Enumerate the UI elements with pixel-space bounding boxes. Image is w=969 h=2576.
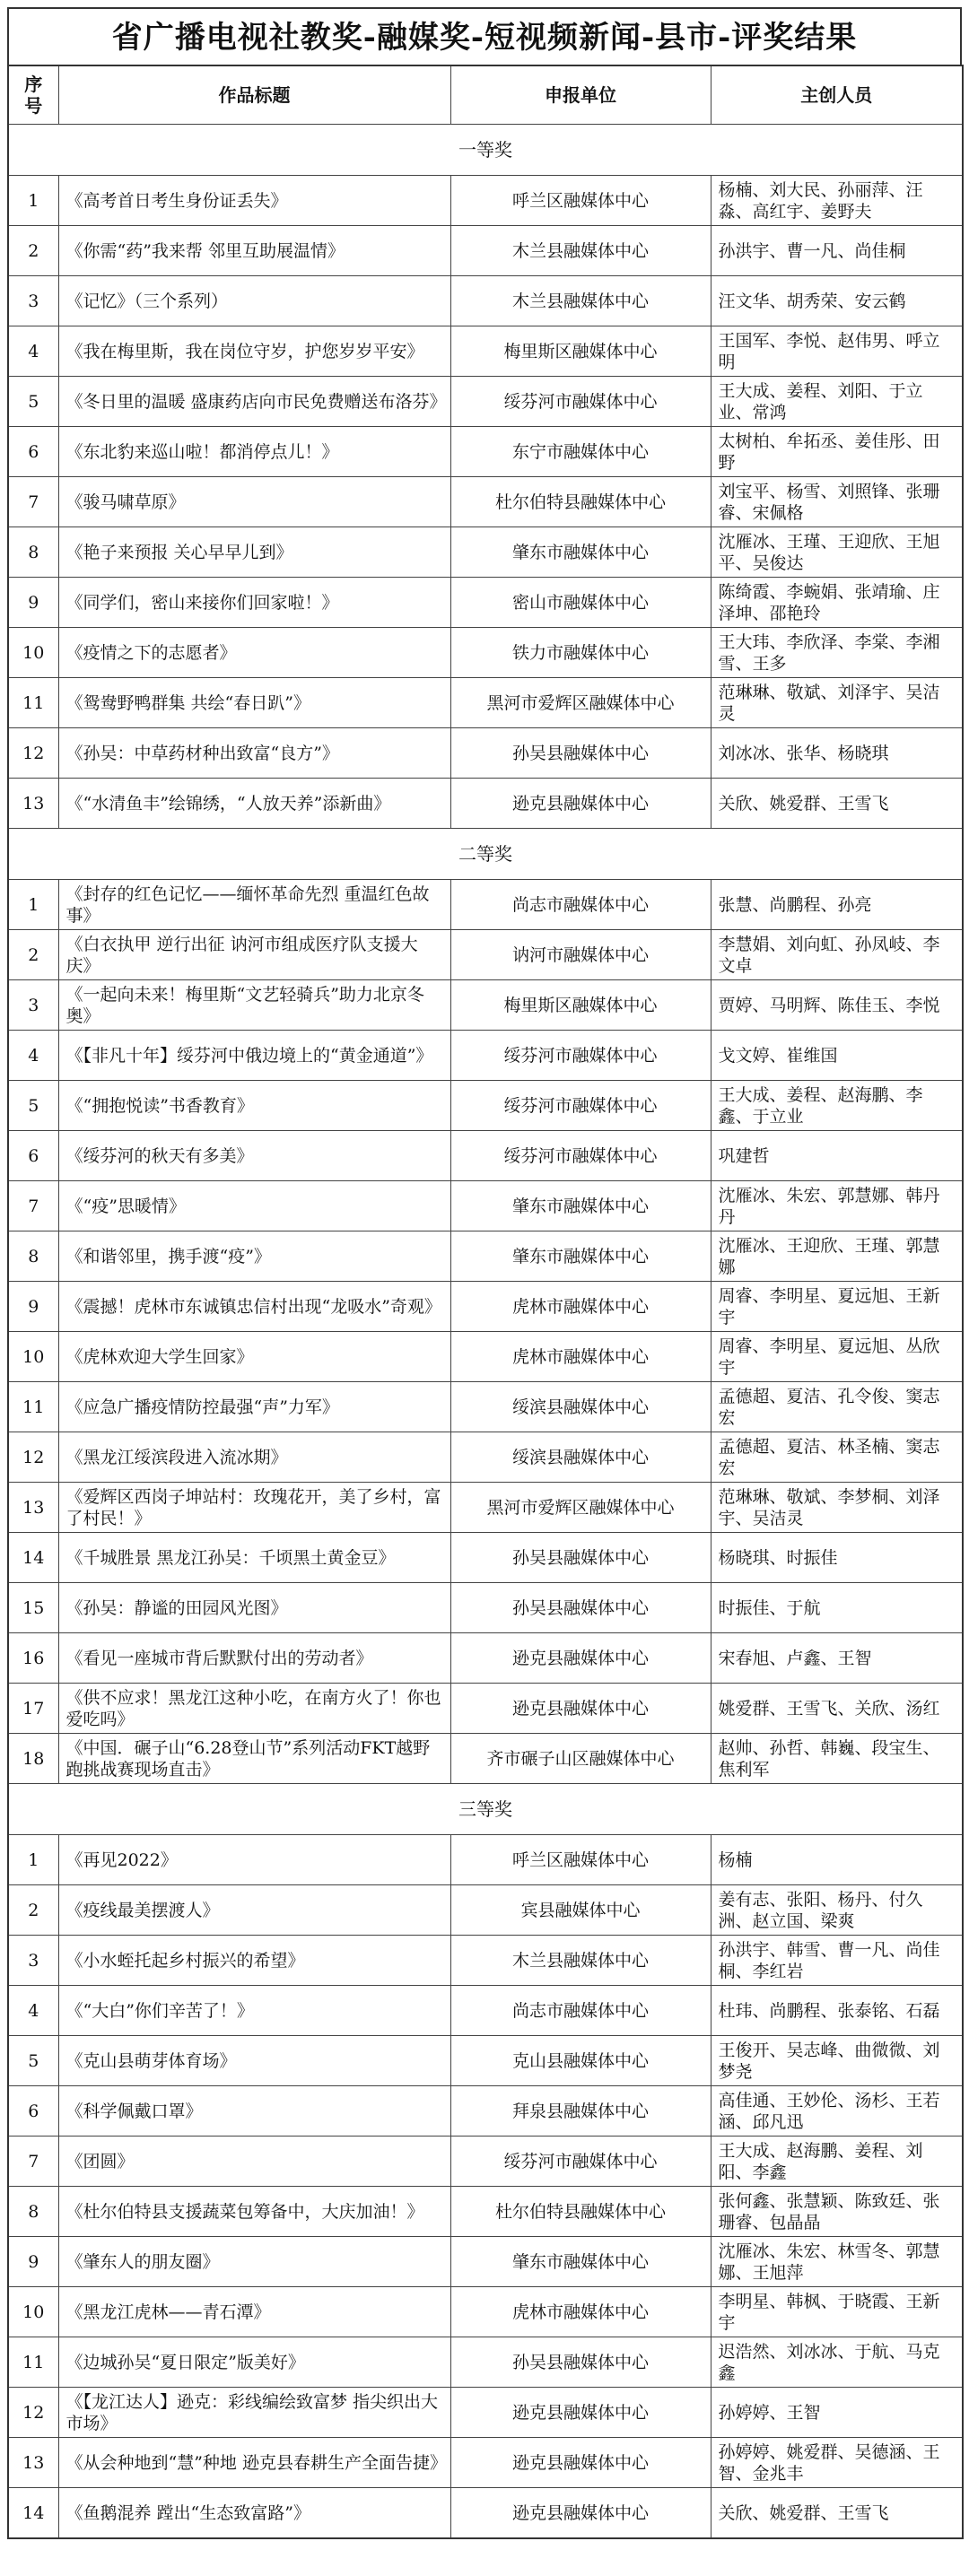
cell-title: 《一起向未来！梅里斯“文艺轻骑兵”助力北京冬奥》: [58, 980, 450, 1031]
cell-no: 13: [8, 2438, 58, 2488]
cell-no: 13: [8, 779, 58, 829]
cell-people: 王俊开、吴志峰、曲微微、刘梦尧: [711, 2036, 963, 2086]
cell-no: 3: [8, 980, 58, 1031]
cell-title: 《科学佩戴口罩》: [58, 2086, 450, 2137]
cell-people: 周睿、李明星、夏远旭、王新宇: [711, 1282, 963, 1332]
cell-title: 《“大白”你们辛苦了！》: [58, 1986, 450, 2036]
cell-people: 刘宝平、杨雪、刘照锋、张珊睿、宋佩格: [711, 477, 963, 527]
cell-unit: 木兰县融媒体中心: [450, 276, 711, 326]
cell-people: 汪文华、胡秀荣、安云鹤: [711, 276, 963, 326]
cell-unit: 绥芬河市融媒体中心: [450, 2137, 711, 2187]
cell-no: 3: [8, 276, 58, 326]
cell-title: 《“水清鱼丰”绘锦绣，“人放天养”添新曲》: [58, 779, 450, 829]
cell-no: 2: [8, 930, 58, 980]
cell-no: 17: [8, 1684, 58, 1734]
table-row: [8, 2388, 963, 2438]
cell-people: 范琳琳、敬斌、刘泽宇、吴洁灵: [711, 678, 963, 728]
cell-no: 9: [8, 1282, 58, 1332]
cell-no: 12: [8, 2388, 58, 2438]
section-title: 一等奖: [8, 125, 963, 176]
cell-title: 《克山县萌芽体育场》: [58, 2036, 450, 2086]
cell-people: 王大成、姜程、刘阳、于立业、常鸿: [711, 377, 963, 427]
cell-people: 赵帅、孙哲、韩巍、段宝生、焦利军: [711, 1734, 963, 1784]
cell-unit: 黑河市爱辉区融媒体中心: [450, 678, 711, 728]
cell-no: 7: [8, 2137, 58, 2187]
cell-title: 《【龙江达人】逊克：彩线编绘致富梦 指尖织出大市场》: [58, 2388, 450, 2438]
cell-unit: 逊克县融媒体中心: [450, 2388, 711, 2438]
section-title: 二等奖: [8, 829, 963, 880]
cell-unit: 铁力市融媒体中心: [450, 628, 711, 678]
table-row: [8, 880, 963, 930]
cell-unit: 肇东市融媒体中心: [450, 527, 711, 578]
cell-title: 《【非凡十年】绥芬河中俄边境上的“黄金通道”》: [58, 1031, 450, 1081]
cell-people: 范琳琳、敬斌、李梦桐、刘泽宇、吴洁灵: [711, 1483, 963, 1533]
cell-no: 5: [8, 1081, 58, 1131]
cell-title: 《边城孙吴“夏日限定”版美好》: [58, 2337, 450, 2388]
table-row: [8, 678, 963, 728]
table-row: [8, 1633, 963, 1684]
cell-no: 5: [8, 2036, 58, 2086]
cell-no: 11: [8, 2337, 58, 2388]
table-row: [8, 326, 963, 377]
cell-title: 《千城胜景 黑龙江孙吴：千顷黑土黄金豆》: [58, 1533, 450, 1583]
cell-people: 姜有志、张阳、杨丹、付久洲、赵立国、梁爽: [711, 1885, 963, 1936]
cell-title: 《中国．碾子山“6.28登山节”系列活动FKT越野跑挑战赛现场直击》: [58, 1734, 450, 1784]
table-row: [8, 2237, 963, 2287]
cell-title: 《杜尔伯特县支援蔬菜包筹备中，大庆加油！》: [58, 2187, 450, 2237]
cell-no: 4: [8, 1986, 58, 2036]
table-row: [8, 2337, 963, 2388]
cell-title: 《孙吴：中草药材种出致富“良方”》: [58, 728, 450, 779]
cell-no: 8: [8, 527, 58, 578]
table-row: [8, 578, 963, 628]
results-sheet: [7, 7, 962, 2539]
cell-unit: 逊克县融媒体中心: [450, 1633, 711, 1684]
cell-unit: 拜泉县融媒体中心: [450, 2086, 711, 2137]
cell-title: 《黑龙江虎林——青石潭》: [58, 2287, 450, 2337]
cell-unit: 东宁市融媒体中心: [450, 427, 711, 477]
section-row: [8, 1784, 963, 1835]
cell-title: 《鸳鸯野鸭群集 共绘“春日趴”》: [58, 678, 450, 728]
table-row: [8, 2187, 963, 2237]
table-row: [8, 2036, 963, 2086]
cell-unit: 绥滨县融媒体中心: [450, 1382, 711, 1432]
cell-unit: 尚志市融媒体中心: [450, 880, 711, 930]
cell-people: 王大成、姜程、赵海鹏、李鑫、于立业: [711, 1081, 963, 1131]
cell-people: 巩建哲: [711, 1131, 963, 1181]
table-row: [8, 1432, 963, 1483]
cell-unit: 逊克县融媒体中心: [450, 2438, 711, 2488]
cell-unit: 逊克县融媒体中心: [450, 1684, 711, 1734]
cell-no: 9: [8, 578, 58, 628]
cell-unit: 讷河市融媒体中心: [450, 930, 711, 980]
cell-unit: 齐市碾子山区融媒体中心: [450, 1734, 711, 1784]
section-row: [8, 829, 963, 880]
cell-no: 10: [8, 628, 58, 678]
cell-no: 4: [8, 1031, 58, 1081]
cell-no: 14: [8, 1533, 58, 1583]
cell-unit: 克山县融媒体中心: [450, 2036, 711, 2086]
cell-title: 《“拥抱悦读”书香教育》: [58, 1081, 450, 1131]
cell-unit: 梅里斯区融媒体中心: [450, 980, 711, 1031]
table-row: [8, 377, 963, 427]
cell-title: 《疫情之下的志愿者》: [58, 628, 450, 678]
cell-unit: 杜尔伯特县融媒体中心: [450, 477, 711, 527]
cell-no: 11: [8, 678, 58, 728]
cell-unit: 逊克县融媒体中心: [450, 2488, 711, 2539]
cell-no: 1: [8, 1835, 58, 1885]
cell-title: 《疫线最美摆渡人》: [58, 1885, 450, 1936]
cell-unit: 绥滨县融媒体中心: [450, 1432, 711, 1483]
cell-no: 2: [8, 226, 58, 276]
cell-title: 《爱辉区西岗子坤站村：玫瑰花开，美了乡村，富了村民！》: [58, 1483, 450, 1533]
cell-unit: 虎林市融媒体中心: [450, 1332, 711, 1382]
table-row: [8, 1131, 963, 1181]
cell-people: 孙洪宇、韩雪、曹一凡、尚佳桐、李红岩: [711, 1936, 963, 1986]
table-row: [8, 527, 963, 578]
section-row: [8, 125, 963, 176]
table-row: [8, 1332, 963, 1382]
table-row: [8, 2488, 963, 2539]
cell-no: 2: [8, 1885, 58, 1936]
cell-title: 《骏马啸草原》: [58, 477, 450, 527]
table-row: [8, 1734, 963, 1784]
cell-no: 8: [8, 2187, 58, 2237]
table-row: [8, 728, 963, 779]
cell-people: 孙洪宇、曹一凡、尚佳桐: [711, 226, 963, 276]
cell-title: 《肇东人的朋友圈》: [58, 2237, 450, 2287]
cell-title: 《白衣执甲 逆行出征 讷河市组成医疗队支援大庆》: [58, 930, 450, 980]
cell-no: 6: [8, 1131, 58, 1181]
cell-no: 7: [8, 1181, 58, 1231]
table-row: [8, 1282, 963, 1332]
cell-title: 《你需“药”我来帮 邻里互助展温情》: [58, 226, 450, 276]
cell-title: 《艳子来预报 关心早早儿到》: [58, 527, 450, 578]
section-title: 三等奖: [8, 1784, 963, 1835]
table-row: [8, 2137, 963, 2187]
cell-no: 10: [8, 2287, 58, 2337]
cell-title: 《我在梅里斯，我在岗位守岁，护您岁岁平安》: [58, 326, 450, 377]
cell-people: 杜玮、尚鹏程、张泰铭、石磊: [711, 1986, 963, 2036]
table-row: [8, 1986, 963, 2036]
cell-people: 杨楠: [711, 1835, 963, 1885]
cell-unit: 绥芬河市融媒体中心: [450, 1131, 711, 1181]
table-row: [8, 276, 963, 326]
cell-unit: 孙吴县融媒体中心: [450, 728, 711, 779]
header-no: 序号: [8, 65, 58, 125]
table-row: [8, 1936, 963, 1986]
cell-unit: 木兰县融媒体中心: [450, 1936, 711, 1986]
cell-no: 8: [8, 1231, 58, 1282]
cell-no: 1: [8, 176, 58, 226]
results-table: [7, 65, 964, 2539]
cell-people: 王国军、李悦、赵伟男、呼立明: [711, 326, 963, 377]
cell-unit: 呼兰区融媒体中心: [450, 176, 711, 226]
header-unit: 申报单位: [450, 65, 711, 125]
cell-no: 7: [8, 477, 58, 527]
cell-no: 18: [8, 1734, 58, 1784]
cell-unit: 肇东市融媒体中心: [450, 2237, 711, 2287]
cell-people: 孟德超、夏洁、林圣楠、窦志宏: [711, 1432, 963, 1483]
cell-people: 迟浩然、刘冰冰、于航、马克鑫: [711, 2337, 963, 2388]
cell-unit: 绥芬河市融媒体中心: [450, 1081, 711, 1131]
cell-title: 《冬日里的温暖 盛康药店向市民免费赠送布洛芬》: [58, 377, 450, 427]
cell-title: 《再见2022》: [58, 1835, 450, 1885]
table-row: [8, 1533, 963, 1583]
cell-title: 《高考首日考生身份证丢失》: [58, 176, 450, 226]
cell-title: 《东北豹来巡山啦！都消停点儿！》: [58, 427, 450, 477]
table-row: [8, 1081, 963, 1131]
table-row: [8, 226, 963, 276]
cell-people: 孙婷婷、王智: [711, 2388, 963, 2438]
table-row: [8, 779, 963, 829]
cell-unit: 肇东市融媒体中心: [450, 1181, 711, 1231]
table-row: [8, 1031, 963, 1081]
cell-unit: 绥芬河市融媒体中心: [450, 377, 711, 427]
cell-unit: 黑河市爱辉区融媒体中心: [450, 1483, 711, 1533]
cell-unit: 肇东市融媒体中心: [450, 1231, 711, 1282]
cell-unit: 虎林市融媒体中心: [450, 2287, 711, 2337]
table-row: [8, 1885, 963, 1936]
cell-unit: 密山市融媒体中心: [450, 578, 711, 628]
cell-unit: 杜尔伯特县融媒体中心: [450, 2187, 711, 2237]
table-row: [8, 1231, 963, 1282]
cell-no: 14: [8, 2488, 58, 2539]
cell-title: 《和谐邻里，携手渡“疫”》: [58, 1231, 450, 1282]
cell-people: 孟德超、夏洁、孔令俊、窦志宏: [711, 1382, 963, 1432]
table-row: [8, 1382, 963, 1432]
cell-no: 5: [8, 377, 58, 427]
cell-unit: 尚志市融媒体中心: [450, 1986, 711, 2036]
cell-title: 《从会种地到“慧”种地 逊克县春耕生产全面告捷》: [58, 2438, 450, 2488]
cell-no: 1: [8, 880, 58, 930]
cell-title: 《记忆》（三个系列）: [58, 276, 450, 326]
cell-no: 6: [8, 427, 58, 477]
cell-people: 高佳通、王妙伦、汤杉、王若涵、邱凡迅: [711, 2086, 963, 2137]
table-row: [8, 176, 963, 226]
cell-people: 沈雁冰、朱宏、林雪冬、郭慧娜、王旭萍: [711, 2237, 963, 2287]
cell-title: 《虎林欢迎大学生回家》: [58, 1332, 450, 1382]
cell-people: 沈雁冰、朱宏、郭慧娜、韩丹丹: [711, 1181, 963, 1231]
sheet-title: 省广播电视社教奖-融媒奖-短视频新闻-县市-评奖结果: [7, 7, 962, 65]
cell-people: 李明星、韩枫、于晓霞、王新宇: [711, 2287, 963, 2337]
table-row: [8, 2287, 963, 2337]
cell-title: 《看见一座城市背后默默付出的劳动者》: [58, 1633, 450, 1684]
header-title: 作品标题: [58, 65, 450, 125]
cell-people: 陈绮霞、李蜿娟、张靖瑜、庄泽坤、邵艳玲: [711, 578, 963, 628]
cell-no: 3: [8, 1936, 58, 1986]
table-row: [8, 930, 963, 980]
table-row: [8, 1583, 963, 1633]
cell-unit: 孙吴县融媒体中心: [450, 1533, 711, 1583]
cell-people: 宋春旭、卢鑫、王智: [711, 1633, 963, 1684]
cell-no: 9: [8, 2237, 58, 2287]
cell-people: 杨晓琪、时振佳: [711, 1533, 963, 1583]
cell-no: 12: [8, 728, 58, 779]
cell-title: 《封存的红色记忆——缅怀革命先烈 重温红色故事》: [58, 880, 450, 930]
cell-people: 太树柏、牟拓丞、姜佳彤、田野: [711, 427, 963, 477]
cell-unit: 绥芬河市融媒体中心: [450, 1031, 711, 1081]
cell-no: 6: [8, 2086, 58, 2137]
cell-no: 12: [8, 1432, 58, 1483]
cell-title: 《应急广播疫情防控最强“声”力军》: [58, 1382, 450, 1432]
cell-people: 戈文婷、崔维国: [711, 1031, 963, 1081]
cell-title: 《孙吴：静谧的田园风光图》: [58, 1583, 450, 1633]
cell-people: 孙婷婷、姚爱群、吴德涵、王智、金兆丰: [711, 2438, 963, 2488]
cell-people: 关欣、姚爱群、王雪飞: [711, 2488, 963, 2539]
cell-unit: 宾县融媒体中心: [450, 1885, 711, 1936]
cell-title: 《绥芬河的秋天有多美》: [58, 1131, 450, 1181]
cell-title: 《供不应求！黑龙江这种小吃，在南方火了！你也爱吃吗》: [58, 1684, 450, 1734]
table-row: [8, 1483, 963, 1533]
cell-unit: 木兰县融媒体中心: [450, 226, 711, 276]
cell-people: 李慧娟、刘向虹、孙凤岐、李文卓: [711, 930, 963, 980]
cell-no: 15: [8, 1583, 58, 1633]
cell-title: 《小水蛭托起乡村振兴的希望》: [58, 1936, 450, 1986]
cell-unit: 逊克县融媒体中心: [450, 779, 711, 829]
cell-no: 4: [8, 326, 58, 377]
cell-people: 姚爱群、王雪飞、关欣、汤红: [711, 1684, 963, 1734]
cell-people: 刘冰冰、张华、杨晓琪: [711, 728, 963, 779]
cell-unit: 呼兰区融媒体中心: [450, 1835, 711, 1885]
cell-title: 《鱼鹅混养 蹚出“生态致富路”》: [58, 2488, 450, 2539]
table-row: [8, 427, 963, 477]
cell-people: 沈雁冰、王瑾、王迎欣、王旭平、吴俊达: [711, 527, 963, 578]
table-row: [8, 1181, 963, 1231]
cell-people: 时振佳、于航: [711, 1583, 963, 1633]
cell-people: 张何鑫、张慧颖、陈致廷、张珊睿、包晶晶: [711, 2187, 963, 2237]
table-row: [8, 477, 963, 527]
table-row: [8, 1835, 963, 1885]
cell-title: 《黑龙江绥滨段进入流冰期》: [58, 1432, 450, 1483]
cell-people: 王大成、赵海鹏、姜程、刘阳、李鑫: [711, 2137, 963, 2187]
cell-no: 16: [8, 1633, 58, 1684]
cell-no: 13: [8, 1483, 58, 1533]
table-row: [8, 2438, 963, 2488]
cell-people: 杨楠、刘大民、孙丽萍、汪淼、高红宇、姜野夫: [711, 176, 963, 226]
table-row: [8, 1684, 963, 1734]
header-row: [8, 65, 963, 125]
cell-title: 《“疫”思暖情》: [58, 1181, 450, 1231]
cell-people: 周睿、李明星、夏远旭、丛欣宇: [711, 1332, 963, 1382]
cell-no: 10: [8, 1332, 58, 1382]
cell-title: 《同学们，密山来接你们回家啦！》: [58, 578, 450, 628]
cell-people: 关欣、姚爱群、王雪飞: [711, 779, 963, 829]
table-row: [8, 2086, 963, 2137]
cell-unit: 虎林市融媒体中心: [450, 1282, 711, 1332]
cell-no: 11: [8, 1382, 58, 1432]
cell-people: 王大玮、李欣泽、李棠、李湘雪、王多: [711, 628, 963, 678]
cell-unit: 孙吴县融媒体中心: [450, 2337, 711, 2388]
cell-title: 《团圆》: [58, 2137, 450, 2187]
cell-people: 沈雁冰、王迎欣、王瑾、郭慧娜: [711, 1231, 963, 1282]
cell-unit: 孙吴县融媒体中心: [450, 1583, 711, 1633]
table-body: [8, 125, 963, 2539]
cell-unit: 梅里斯区融媒体中心: [450, 326, 711, 377]
table-row: [8, 628, 963, 678]
table-row: [8, 980, 963, 1031]
header-people: 主创人员: [711, 65, 963, 125]
cell-people: 张慧、尚鹏程、孙亮: [711, 880, 963, 930]
cell-title: 《震撼！虎林市东诚镇忠信村出现“龙吸水”奇观》: [58, 1282, 450, 1332]
cell-people: 贾婷、马明辉、陈佳玉、李悦: [711, 980, 963, 1031]
